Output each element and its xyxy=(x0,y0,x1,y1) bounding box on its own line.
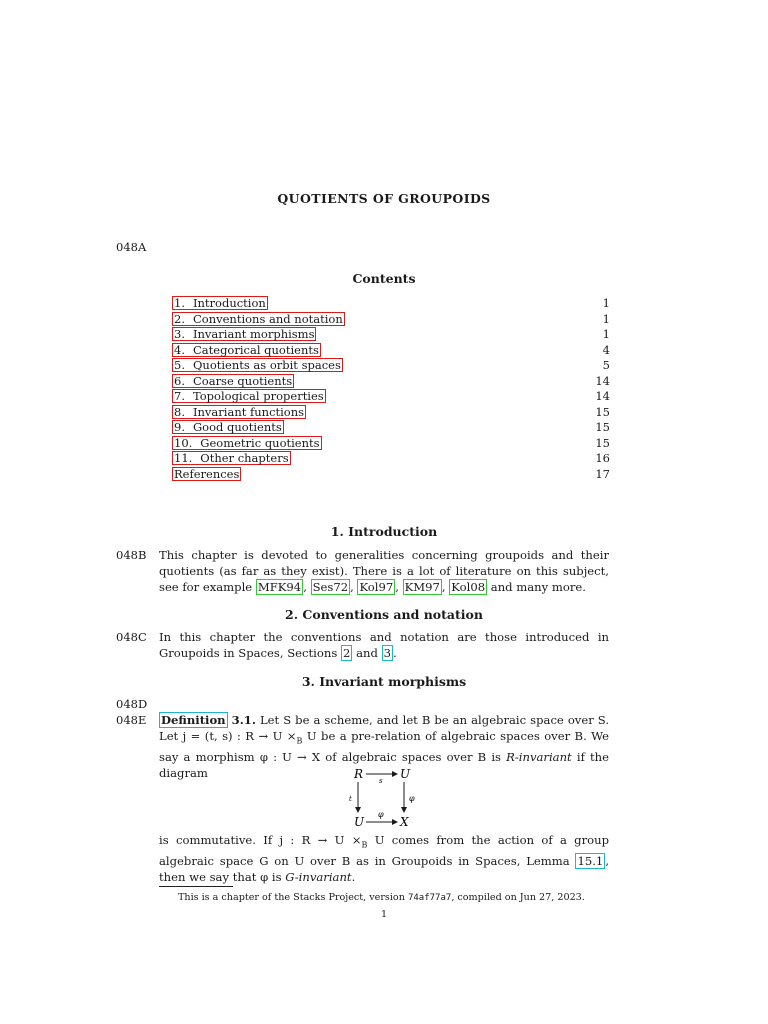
toc-row xyxy=(172,312,610,328)
toc-label: Topological properties xyxy=(192,389,324,403)
toc-page-number: 15 xyxy=(595,420,610,434)
toc-label: Invariant morphisms xyxy=(192,327,315,341)
toc-number: 6. xyxy=(174,373,185,388)
commutative-diagram xyxy=(340,762,430,832)
toc-link[interactable] xyxy=(172,420,284,434)
diagram-node: R xyxy=(354,767,364,781)
toc-label: Categorical quotients xyxy=(192,342,319,357)
definition-text: Let S be a scheme, and let B be an algebraic space over S. Let j = (t, s) : $R \to U \times_B$ U be a pre-relation of algebraic spaces over B. We say a morphism φ : U → X of algebraic spaces over B is R-invariant if the diagram xyxy=(159,713,610,781)
toc-number: 7. xyxy=(174,389,185,403)
citation-link[interactable]: Kol97 xyxy=(359,580,394,594)
lemma-ref-link[interactable]: 15.1 xyxy=(577,854,604,869)
intro-text: This chapter is devoted to generalities concerning groupoids and their quotients (as far as they exist). There is a lot of literature on this subject, see for example xyxy=(159,548,609,594)
paper-title: QUOTIENTS OF GROUPOIDS xyxy=(277,191,491,206)
toc-number: 5. xyxy=(174,358,185,372)
toc-link[interactable] xyxy=(172,374,294,388)
toc-row xyxy=(172,420,610,436)
tag-label: 048A xyxy=(116,240,147,254)
toc-row xyxy=(172,436,610,452)
toc-page-number: 14 xyxy=(595,389,610,403)
section-heading-introduction: 1. Introduction xyxy=(330,524,438,539)
toc-page-number: 1 xyxy=(602,327,610,341)
tag-label: 048D xyxy=(116,697,148,711)
toc-number: 3. xyxy=(174,327,185,341)
diagram-label: s xyxy=(379,777,383,785)
diagram-node: U xyxy=(354,815,365,829)
diagram-label: t xyxy=(349,795,352,803)
toc-number: 10. xyxy=(174,435,193,450)
citation-link[interactable]: KM97 xyxy=(404,580,440,594)
toc-page-number: 16 xyxy=(595,451,610,465)
toc-label: Quotients as orbit spaces xyxy=(192,358,341,372)
citation-link[interactable]: MFK94 xyxy=(257,580,302,594)
toc-label: References xyxy=(174,466,240,481)
toc-link[interactable] xyxy=(172,312,345,326)
footnote-divider xyxy=(159,886,233,887)
toc-row xyxy=(172,405,610,421)
toc-page-number: 4 xyxy=(602,342,610,357)
version-hash: 74af77a7 xyxy=(407,893,452,903)
definition-continuation: is commutative. If j : $R \to U \times_B$ U comes from the action of a group algebraic space G on U over B as in Groupoids in Spaces, Lemma 15.1 , then we say that φ is G-invariant. xyxy=(159,833,610,885)
toc-row xyxy=(172,389,610,405)
toc-link[interactable] xyxy=(172,296,268,310)
toc-number: 2. xyxy=(174,311,185,326)
toc-label: Conventions and notation xyxy=(192,311,343,326)
tag-label: 048C xyxy=(116,630,147,644)
section-heading-conventions: 2. Conventions and notation xyxy=(285,607,483,622)
diagram-label: φ xyxy=(409,794,415,803)
toc-link[interactable] xyxy=(172,436,322,450)
toc-label: Invariant functions xyxy=(192,404,305,419)
toc-link[interactable] xyxy=(172,358,343,372)
toc-row xyxy=(172,451,610,467)
toc-page-number: 5 xyxy=(602,358,610,372)
conventions-text: and xyxy=(356,646,378,660)
toc-number: 11. xyxy=(174,451,193,465)
section-ref-link[interactable]: 2 xyxy=(342,646,351,660)
section-heading-invariant-morphisms: 3. Invariant morphisms xyxy=(301,674,467,689)
toc-number: 9. xyxy=(174,420,185,434)
diagram-label: φ xyxy=(378,810,384,819)
toc-page-number: 1 xyxy=(602,296,610,310)
citation-link[interactable]: Kol08 xyxy=(451,580,486,594)
table-of-contents xyxy=(172,296,610,482)
toc-row xyxy=(172,296,610,312)
conventions-text: In this chapter the conventions and notation are those introduced in Groupoids in Spaces, Sections xyxy=(159,630,609,660)
footnote: This is a chapter of the Stacks Project, version 74af77a7, compiled on Jun 27, 2023. xyxy=(178,892,585,903)
toc-row xyxy=(172,374,610,390)
toc-page-number: 17 xyxy=(595,466,610,481)
toc-page-number: 15 xyxy=(595,435,610,450)
page-number: 1 xyxy=(380,909,388,920)
toc-number: 4. xyxy=(174,342,185,357)
toc-link[interactable] xyxy=(172,343,321,357)
toc-link[interactable] xyxy=(172,467,241,481)
citation-link[interactable]: Ses72 xyxy=(312,580,349,594)
tag-label: 048E xyxy=(116,713,147,727)
toc-page-number: 1 xyxy=(602,311,610,326)
toc-label: Good quotients xyxy=(192,420,282,434)
toc-row xyxy=(172,467,610,483)
definition-link[interactable]: Definition xyxy=(161,713,226,727)
toc-row xyxy=(172,327,610,343)
toc-number: 1. xyxy=(174,296,185,310)
toc-label: Geometric quotients xyxy=(200,435,320,450)
toc-link[interactable] xyxy=(172,389,326,403)
toc-page-number: 14 xyxy=(595,373,610,388)
toc-link[interactable] xyxy=(172,405,306,419)
toc-label: Introduction xyxy=(192,296,266,310)
diagram-node: U xyxy=(400,767,411,781)
intro-paragraph: This chapter is devoted to generalities concerning groupoids and their quotients (as far as they exist). There is a lot of literature on this subject, see for example MFK94 , Ses72 , Kol97 , KM97 , Kol08 and many more. xyxy=(159,548,609,594)
section-ref-link[interactable]: 3 xyxy=(383,646,391,660)
toc-row xyxy=(172,343,610,359)
contents-heading: Contents xyxy=(352,271,416,286)
toc-link[interactable] xyxy=(172,327,316,341)
toc-page-number: 15 xyxy=(595,404,610,419)
toc-number: 8. xyxy=(174,404,185,419)
definition-number: 3.1. xyxy=(231,713,256,727)
toc-row xyxy=(172,358,610,374)
toc-label: Coarse quotients xyxy=(192,373,293,388)
intro-text: and many more. xyxy=(490,580,586,594)
diagram-node: X xyxy=(400,815,409,829)
toc-link[interactable] xyxy=(172,451,291,465)
tag-label: 048B xyxy=(116,548,147,562)
toc-label: Other chapters xyxy=(200,451,289,465)
conventions-paragraph: In this chapter the conventions and notation are those introduced in Groupoids in Spaces, Sections 2 and 3 . xyxy=(159,630,609,660)
